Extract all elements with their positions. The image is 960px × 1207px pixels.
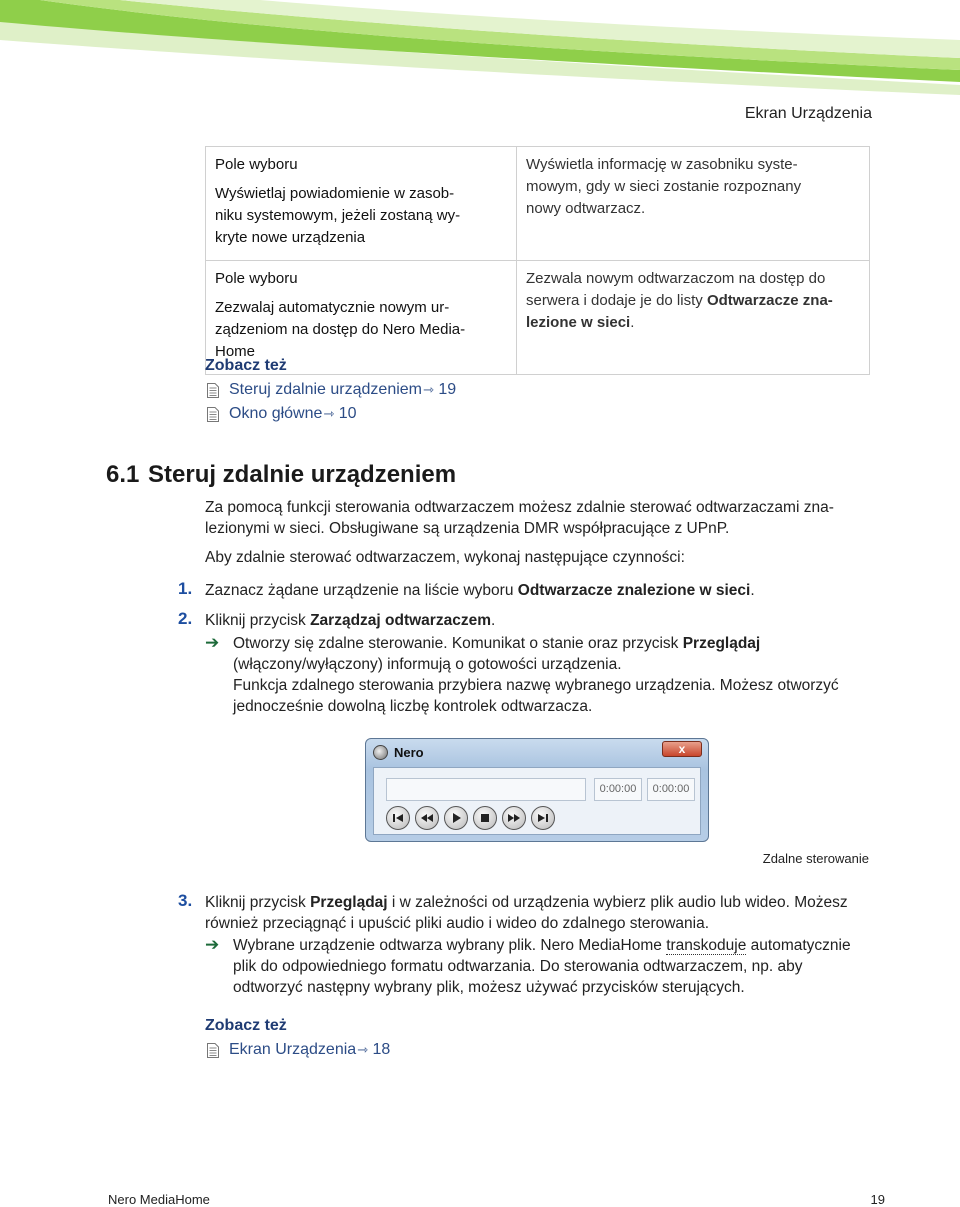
see-also-heading: Zobacz też [205,357,287,374]
option-name: Zezwalaj automatycznie nowym ur- ządzeniom na dostęp do Nero Media- Home [215,299,466,360]
step-text [205,610,870,631]
see-also-link-page: 10 [338,405,357,422]
close-button[interactable]: x [662,741,702,757]
option-description: Zezwala nowym odtwarzaczom na dostęp do serwera i dodaje je do listy Odtwarzacze zna- lezione w sieci. [526,270,833,331]
see-also-heading: Zobacz też [205,1017,287,1034]
table-row [206,261,870,375]
nero-remote-window [365,738,709,842]
section-number: 6.1 [106,461,140,488]
forward-button[interactable] [502,806,526,830]
step-text-pre: Kliknij przycisk [205,612,311,629]
step-text [205,892,870,934]
step-text-pre: Kliknij przycisk [205,894,311,911]
options-table [205,146,870,375]
result-arrow-icon: ➔ [205,935,220,954]
page-header-title: Ekran Urządzenia [744,105,872,122]
pointer-arrow-icon: ⇾ [423,382,434,397]
document-icon [207,407,219,422]
play-icon [449,811,463,825]
document-icon [207,1043,219,1058]
see-also-link[interactable] [207,405,357,423]
next-icon [536,811,550,825]
section-intro: Za pomocą funkcji sterowania odtwarzaczem możesz zdalnie sterować odtwarzaczami zna- lezionymi w sieci. Obsługiwane są urządzenia DMR współpracujące z UPnP. [205,499,834,537]
rewind-button[interactable] [415,806,439,830]
forward-icon [507,811,521,825]
next-button[interactable] [531,806,555,830]
step-text-bold: Zarządzaj odtwarzaczem [310,612,491,629]
total-time-field: 0:00:00 [647,778,695,801]
play-button[interactable] [444,806,468,830]
step-text-bold: Odtwarzacze znalezione w sieci [517,582,751,599]
rewind-icon [420,811,434,825]
pointer-arrow-icon: ⇾ [323,406,335,421]
stop-button[interactable] [473,806,497,830]
table-cell-description [517,261,870,375]
result-text-pre: Otworzy się zdalne sterowanie. Komunikat o stanie oraz przycisk [233,635,683,652]
table-cell-option [206,147,517,261]
see-also-link-text: Ekran Urządzenia [229,1041,357,1058]
step-text-pre: Zaznacz żądane urządzenie na liście wyboru [205,582,518,599]
section-lead: Aby zdalnie sterować odtwarzaczem, wykonaj następujące czynności: [205,549,685,566]
see-also-link-text: Steruj zdalnie urządzeniem [229,381,422,398]
result-arrow-icon: ➔ [205,633,220,652]
see-also-link[interactable] [207,381,456,399]
result-text-post: (włączony/wyłączony) informują o gotowości urządzenia. [233,656,622,673]
stop-icon [478,811,492,825]
step-result [233,935,873,998]
option-name: Wyświetlaj powiadomienie w zasob- niku systemowym, jeżeli zostaną wy- kryte nowe urządzenia [215,185,461,246]
option-description: Wyświetla informację w zasobniku syste- mowym, gdy w sieci zostanie rozpoznany nowy odtwarzacz. [526,156,802,217]
window-body [373,767,701,835]
option-type-label: Pole wyboru [215,156,298,173]
see-also-link-page: 18 [372,1041,391,1058]
step-text-post: . [750,582,755,599]
section-heading [106,461,456,489]
step-number: 1. [178,579,193,598]
figure-caption: Zdalne sterowanie [762,851,869,866]
elapsed-time-field: 0:00:00 [594,778,642,801]
result-text-post: automatycznie plik do odpowiedniego formatu odtwarzania. Do sterowania odtwarzaczem, np. aby odtworzyć następny wybrany plik, możesz używać przycisków sterujących. [233,937,851,996]
see-also-link[interactable] [207,1041,390,1059]
step-number: 2. [178,609,193,628]
result-text-line2: Funkcja zdalnego sterowania przybiera nazwę wybranego urządzenia. Możesz otworzyć jednocześnie dowolną liczbę kontrolek odtwarzacza. [233,677,839,715]
table-cell-description [517,147,870,261]
glossary-term[interactable]: transkoduje [666,937,747,954]
result-text-bold: Przeglądaj [682,635,761,652]
previous-button[interactable] [386,806,410,830]
document-icon [207,383,219,398]
step-text-bold: Przeglądaj [310,894,388,911]
nero-logo-icon [373,745,388,760]
option-type-label: Pole wyboru [215,270,298,287]
section-title: Steruj zdalnie urządzeniem [148,461,457,488]
step-text [205,580,870,601]
step-number: 3. [178,891,193,910]
step-text-post: . [490,612,496,629]
step-text-post: i w zależności od urządzenia wybierz plik audio lub wideo. Możesz również przeciągnąć i upuścić pliki audio i wideo do zdalnego sterowania. [205,894,848,932]
footer-product-name: Nero MediaHome [108,1192,210,1207]
previous-icon [391,811,405,825]
see-also-link-page: 19 [438,381,457,398]
table-row [206,147,870,261]
header-swoosh-decoration [0,0,960,95]
status-field [386,778,586,801]
see-also-link-text: Okno główne [229,405,323,422]
window-title: Nero [394,745,424,760]
pointer-arrow-icon: ⇾ [357,1042,369,1057]
result-text-pre: Wybrane urządzenie odtwarza wybrany plik. Nero MediaHome [233,937,667,954]
step-result [233,633,873,717]
footer-page-number: 19 [870,1192,885,1207]
